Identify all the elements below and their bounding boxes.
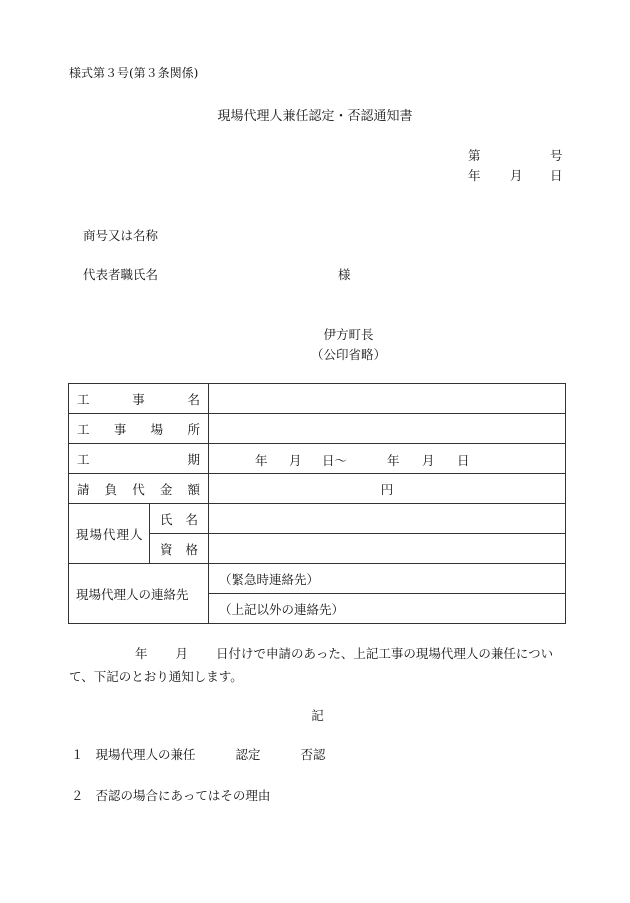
yen-unit: 円 bbox=[380, 481, 394, 497]
agent-name-value[interactable] bbox=[209, 504, 566, 534]
note-item-1: １ 現場代理人の兼任 認定 否認 bbox=[71, 747, 326, 762]
seal-note: （公印省略） bbox=[310, 347, 386, 362]
body-year: 年 bbox=[135, 646, 148, 661]
agent-contact-label: 現場代理人の連絡先 bbox=[69, 564, 209, 624]
site-agent-label: 現場代理人 bbox=[69, 504, 150, 564]
agent-qualification-value[interactable] bbox=[209, 534, 566, 564]
approve-option[interactable]: 認定 bbox=[235, 747, 261, 762]
honorific: 様 bbox=[338, 267, 351, 282]
company-name-label: 商号又は名称 bbox=[83, 228, 159, 243]
work-name-value[interactable] bbox=[209, 384, 566, 414]
contract-amount-label: 請 負 代 金 額 bbox=[69, 474, 209, 504]
agent-name-label: 氏 名 bbox=[150, 504, 209, 534]
table-row bbox=[69, 474, 566, 504]
date-year: 年 bbox=[468, 168, 481, 183]
form-number: 様式第３号(第３条関係) bbox=[69, 66, 199, 80]
issuer-name: 伊方町長 bbox=[323, 327, 374, 342]
number-prefix: 第 bbox=[468, 148, 481, 163]
table-row bbox=[69, 414, 566, 444]
notes-heading: 記 bbox=[311, 708, 324, 723]
table-row bbox=[69, 504, 566, 534]
work-place-label: 工 事 場 所 bbox=[69, 414, 209, 444]
emergency-contact-value[interactable]: （緊急時連絡先） bbox=[209, 564, 566, 594]
notice-body bbox=[69, 642, 569, 688]
table-row bbox=[69, 444, 566, 474]
body-month: 月 bbox=[175, 646, 189, 661]
contract-amount-value[interactable] bbox=[209, 474, 566, 504]
project-info-table bbox=[68, 383, 566, 624]
table-row bbox=[69, 384, 566, 414]
agent-qualification-label: 資 格 bbox=[150, 534, 209, 564]
deny-option[interactable]: 否認 bbox=[300, 747, 326, 762]
document-title: 現場代理人兼任認定・否認通知書 bbox=[217, 109, 413, 124]
period-label: 工 期 bbox=[69, 444, 209, 474]
body-text: 日付けで申請のあった、上記工事の現場代理人の兼任について、下記のとおり通知します。 bbox=[69, 646, 554, 684]
representative-label: 代表者職氏名 bbox=[83, 267, 159, 282]
note-item-2: ２ 否認の場合にあってはその理由 bbox=[71, 788, 271, 803]
date-day: 日 bbox=[550, 168, 563, 183]
table-row bbox=[69, 564, 566, 594]
work-name-label: 工 事 名 bbox=[69, 384, 209, 414]
number-suffix: 号 bbox=[550, 148, 563, 163]
period-value[interactable]: 年 月 日～ 年 月 日 bbox=[209, 444, 566, 474]
other-contact-value[interactable]: （上記以外の連絡先） bbox=[209, 594, 566, 624]
date-month: 月 bbox=[510, 168, 523, 183]
work-place-value[interactable] bbox=[209, 414, 566, 444]
